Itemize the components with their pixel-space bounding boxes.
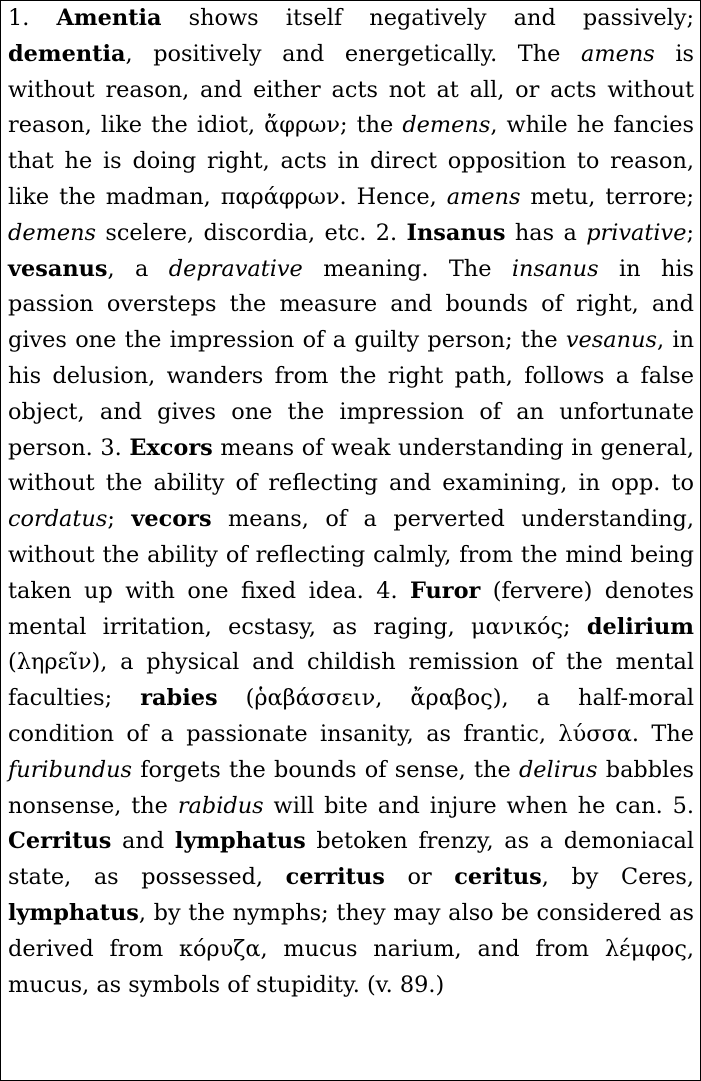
body-text: in his passion oversteps the measure and bounds of right, and gives one the impression of a guilty person; the bbox=[8, 255, 695, 354]
body-text: meaning. The bbox=[302, 255, 512, 282]
italic-term: cordatus bbox=[8, 506, 108, 533]
italic-term: furibundus bbox=[8, 756, 132, 783]
body-text: and bbox=[111, 828, 175, 855]
italic-term: demens bbox=[402, 112, 491, 139]
headword: Furor bbox=[410, 577, 481, 604]
body-text: ; bbox=[686, 219, 694, 246]
headword: Cerritus bbox=[8, 828, 112, 855]
headword: lymphatus bbox=[8, 899, 139, 926]
body-text: , by the nymphs; they may also be considered as derived from κόρυζα, mucus narium, and from λέμφος, mucus, as symbols of stupidity. (v. 89.) bbox=[8, 899, 694, 998]
body-text: , while he fancies that he is doing right, acts in direct opposition to reason, like the madman, παράφρων. Hence, bbox=[8, 112, 694, 210]
body-text: means of weak understanding in general, without the ability of reflecting and examining, in opp. to bbox=[8, 434, 694, 497]
headword: vesanus bbox=[8, 255, 108, 282]
body-text: means, of a perverted understanding, without the ability of reflecting calmly, from the mind being taken up with one fixed idea. 4. bbox=[8, 506, 694, 604]
headword: rabies bbox=[140, 685, 218, 712]
italic-term: rabidus bbox=[177, 792, 264, 819]
italic-term: demens bbox=[8, 219, 96, 246]
synonym-entry-paragraph bbox=[8, 1, 694, 1003]
italic-term: amens bbox=[581, 40, 655, 67]
body-text: , a bbox=[107, 255, 169, 282]
headword: Amentia bbox=[56, 5, 162, 31]
body-text: forgets the bounds of sense, the bbox=[132, 756, 519, 783]
body-text: 1. bbox=[8, 5, 57, 31]
body-text: shows itself negatively and passively; bbox=[161, 5, 694, 31]
body-text: , by Ceres, bbox=[541, 864, 695, 891]
italic-term: privative bbox=[586, 219, 687, 246]
headword: cerritus bbox=[285, 864, 385, 891]
italic-term: depravative bbox=[168, 255, 303, 282]
italic-term: vesanus bbox=[565, 327, 657, 354]
headword: Insanus bbox=[406, 219, 506, 246]
body-text: (ῥαβάσσειν, ἄραβος), a half-moral condition of a passionate insanity, as frantic, λύσσα. The bbox=[8, 685, 694, 747]
headword: lymphatus bbox=[174, 828, 306, 855]
body-text: scelere, discordia, etc. 2. bbox=[95, 219, 407, 246]
headword: delirium bbox=[586, 613, 694, 640]
body-text: will bite and injure when he can. 5. bbox=[263, 792, 694, 819]
body-text: , in his delusion, wanders from the right path, follows a false object, and gives one the impression of an unfortunate person. 3. bbox=[8, 327, 694, 461]
body-text: or bbox=[384, 864, 455, 891]
body-text: , positively and energetically. The bbox=[125, 40, 581, 67]
headword: ceritus bbox=[454, 864, 542, 891]
headword: dementia bbox=[8, 40, 126, 67]
body-text: has a bbox=[505, 219, 587, 246]
body-text: ; bbox=[107, 506, 132, 533]
body-text: metu, terrore; bbox=[520, 183, 695, 210]
body-text: (ληρεῖν), a physical and childish remission of the mental faculties; bbox=[8, 649, 694, 712]
body-text: is without reason, and either acts not at all, or acts without reason, like the idiot, ἄφρων; the bbox=[8, 40, 694, 139]
headword: vecors bbox=[131, 506, 212, 533]
body-text: (fervere) denotes mental irritation, ecstasy, as raging, μανικός; bbox=[8, 577, 694, 640]
headword: Excors bbox=[129, 434, 213, 461]
body-text: betoken frenzy, as a demoniacal state, as possessed, bbox=[8, 828, 695, 891]
body-text: babbles nonsense, the bbox=[8, 756, 694, 819]
italic-term: insanus bbox=[511, 255, 599, 282]
italic-term: amens bbox=[446, 183, 521, 210]
italic-term: delirus bbox=[518, 756, 598, 783]
